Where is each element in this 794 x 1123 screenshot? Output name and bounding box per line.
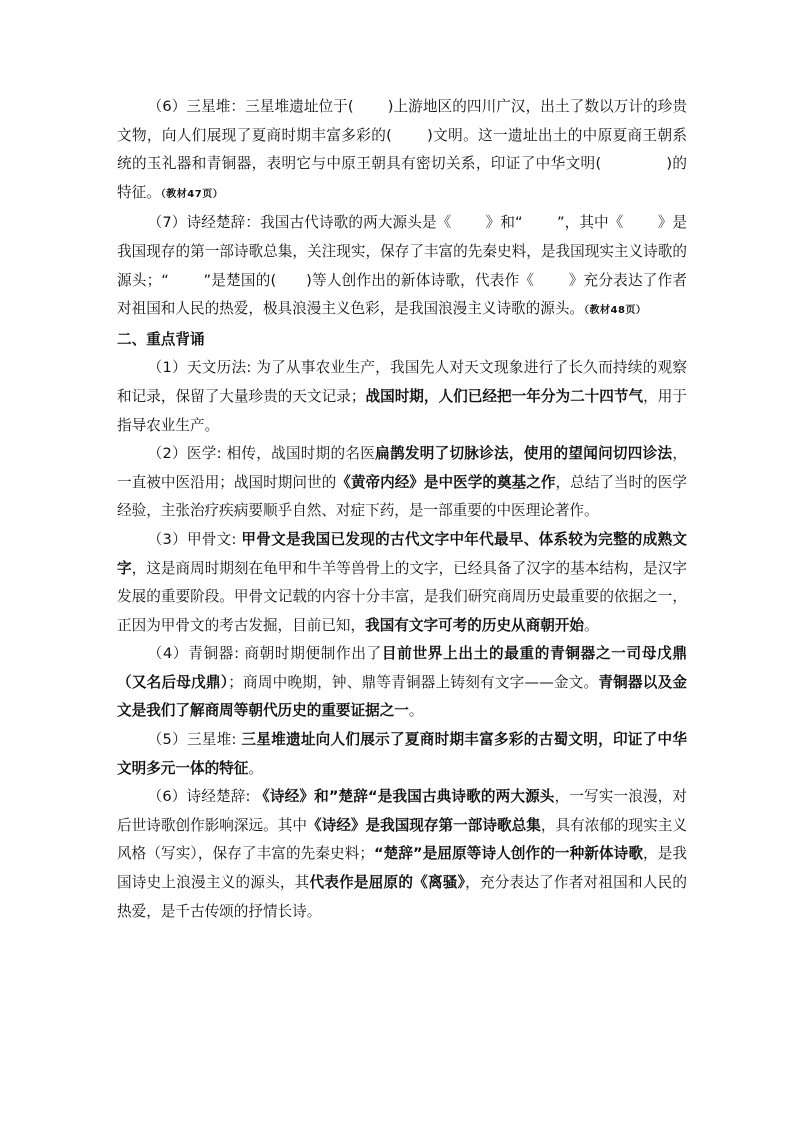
recite-paragraph-oracle-bones	[117, 526, 687, 640]
text-segment: （7）诗经楚辞：我国古代诗歌的两大源头是《	[147, 214, 452, 232]
textbook-reference: （教材48页）	[584, 305, 647, 317]
textbook-reference: （教材47页）	[160, 188, 224, 200]
recite-paragraph-bronze	[117, 640, 687, 726]
answer-blank	[276, 272, 306, 289]
answer-blank	[624, 214, 658, 231]
text-segment: ，充分表达了作者对祖国和人民的热爱，是千古传颂的抒情长诗。	[117, 874, 687, 920]
recite-paragraph-shijing-chuci	[117, 783, 687, 926]
text-segment: 。	[248, 759, 263, 777]
text-segment: （1）天文历法: 为了从事农业生产，我国先人对天文现象进行了长久而持续的观察和记录，保留了大量珍贵的天文记录；	[117, 359, 687, 405]
text-segment: ，一写实一浪漫，对后世诗歌创作影响深远。其中	[117, 788, 687, 834]
text-segment: )文明。这一遗址出土的中原夏商王朝系统的玉礼器和青铜器，表明它与中原王朝具有密切关系，印证了中华文明(	[117, 126, 687, 173]
text-segment: ，用于指导农业生产。	[117, 387, 687, 434]
key-point: 《黄帝内经》是中医学的奠基之作	[336, 473, 556, 491]
text-segment: （4）青铜器: 商朝时期便制作出了	[147, 645, 382, 663]
text-segment: （6）诗经楚辞:	[147, 788, 256, 806]
recite-paragraph-sanxingdui	[117, 726, 687, 783]
text-segment: 》和“	[485, 214, 523, 232]
text-segment: ，具有浓郁的现实主义风格（写实），保存了丰富的先秦史料；	[117, 816, 687, 863]
text-segment: （2）医学: 相传，战国时期的名医	[147, 445, 376, 463]
key-point: 《诗经》是我国现存第一部诗歌总集	[307, 816, 541, 834]
key-point: 代表作是屈原的《离骚》	[309, 874, 466, 892]
text-segment: （5）三星堆:	[147, 731, 242, 749]
recite-paragraph-medicine	[117, 440, 687, 526]
text-segment: ，是我国诗史上浪漫主义的源头，其	[117, 845, 687, 892]
text-segment: )上游地区的四川广汉，出土了数以万计的珍贵文物，向人们展现了夏商时期丰富多彩的(	[117, 98, 687, 144]
fill-paragraph-sanxingdui	[117, 93, 687, 209]
text-segment: 。	[584, 616, 599, 634]
text-segment: 》充分表达了作者对祖国和人民的热爱，极具浪漫主义色彩，是我国浪漫主义诗歌的源头。	[117, 271, 688, 318]
document-page	[117, 93, 687, 926]
section-heading: 二、重点背诵	[117, 330, 205, 348]
key-point: 青铜器以及金文是我们了解商周等朝代历史的重要证据之一	[117, 673, 687, 720]
key-point: 我国有文字可考的历史从商朝开始	[365, 616, 585, 634]
text-segment: 。	[408, 702, 424, 720]
text-segment: ”，其中《	[556, 214, 624, 232]
text-segment: （3）甲骨文:	[147, 530, 242, 548]
key-point: 扁鹊发明了切脉诊法，使用的望闻问切四诊法	[375, 445, 673, 463]
text-segment: （6）三星堆：三星堆遗址位于(	[147, 98, 354, 115]
key-point: 三星堆遗址向人们展示了夏商时期丰富多彩的古蜀文明，印证了中华文明多元一体的特征	[117, 731, 687, 777]
answer-blank	[354, 98, 388, 115]
text-segment: ，总结了当时的医学经验，主张治疗疾病要顺乎自然、对症下药，是一部重要的中医理论著作。	[117, 473, 687, 520]
answer-blank	[601, 155, 666, 172]
recite-paragraph-astronomy	[117, 354, 687, 440]
answer-blank	[392, 127, 427, 144]
key-point: 甲骨文是我国已发现的古代文字中年代最早、体系较为完整的成熟文字	[117, 530, 687, 577]
key-point: “楚辞”是屈原等诗人创作的一种新体诗歌	[373, 845, 644, 863]
key-point: 战国时期，人们已经把一年分为二十四节气	[365, 387, 644, 405]
text-segment: ，一直被中医沿用；战国时期问世的	[117, 445, 687, 491]
fill-paragraph-shijing-chuci	[117, 209, 687, 325]
text-segment: )的特征。	[117, 155, 687, 201]
key-point: 目前世界上出土的最重的青铜器之一司母戊鼎（又名后母戊鼎）	[117, 645, 687, 691]
text-segment: ；商周中晚期，钟、鼎等青铜器上铸刻有文字——金文。	[228, 673, 599, 691]
text-segment: )等人创作出的新体诗歌，代表作《	[306, 271, 535, 289]
key-point: 《诗经》和”楚辞“是我国古典诗歌的两大源头	[255, 788, 555, 806]
answer-blank	[169, 272, 204, 289]
text-segment: ”是楚国的(	[203, 271, 277, 289]
answer-blank	[534, 272, 569, 289]
answer-blank	[451, 214, 485, 231]
text-segment: ，这是商周时期刻在龟甲和牛羊等兽骨上的文字，已经具备了汉字的基本结构，是汉字发展的重要阶段。甲骨文记载的内容十分丰富，是我们研究商周历史最重要的依据之一，正因为甲骨文的考古发掘，目前已知，	[117, 559, 687, 634]
text-segment: 》是我国现存的第一部诗歌总集，关注现实，保存了丰富的先秦史料，是我国现实主义诗歌的源头；“	[117, 214, 688, 289]
answer-blank	[523, 214, 557, 231]
